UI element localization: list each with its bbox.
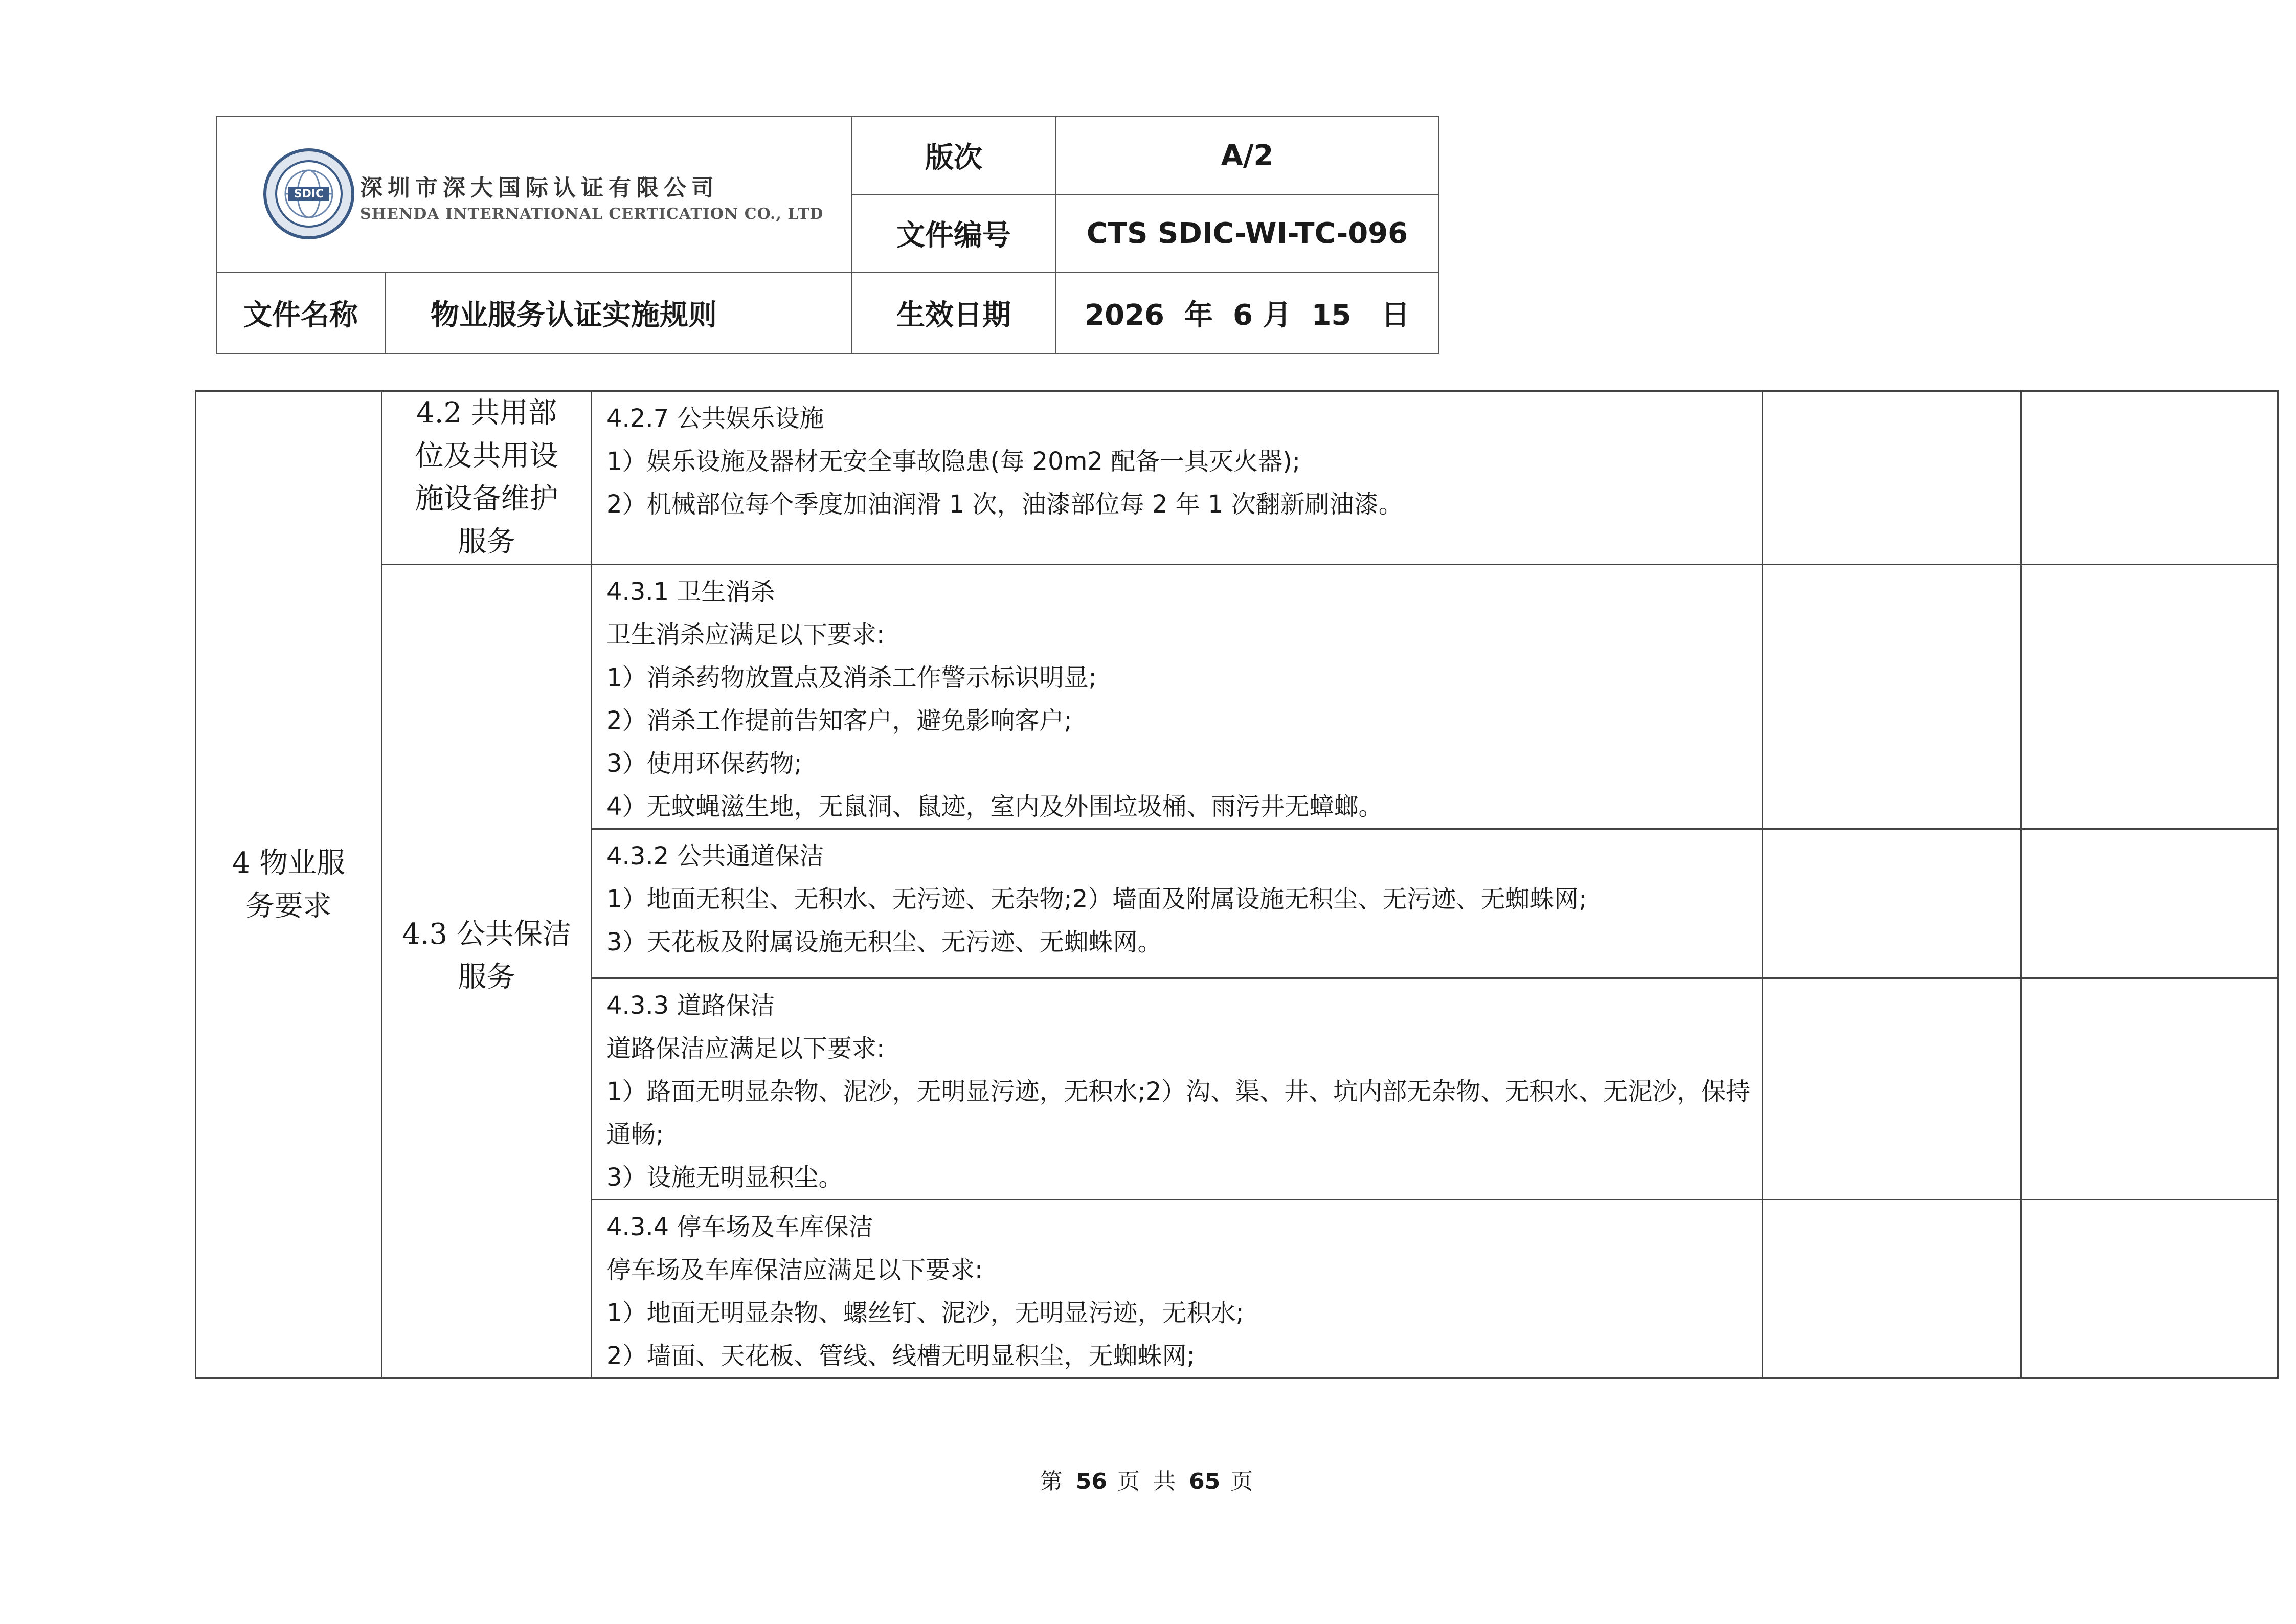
blank-cell	[1763, 978, 2021, 1200]
requirement-line: 2）墙面、天花板、管线、线槽无明显积尘，无蜘蛛网;	[606, 1342, 1195, 1370]
blank-cell	[2021, 1200, 2278, 1378]
subsection-cell	[382, 391, 592, 565]
version-value: A/2	[1056, 117, 1438, 194]
table-row	[196, 391, 2278, 565]
subsection-title: 4.3 公共保洁服务	[402, 918, 571, 994]
requirement-text-cell	[592, 565, 1763, 829]
requirement-line: 1）娱乐设施及器材无安全事故隐患(每 20m2 配备一具灭火器);	[606, 447, 1301, 476]
blank-cell	[1763, 829, 2021, 978]
requirement-line: 2）机械部位每个季度加油润滑 1 次，油漆部位每 2 年 1 次翻新刷油漆。	[606, 490, 1403, 519]
company-logo	[263, 148, 825, 240]
requirement-line: 道路保洁应满足以下要求:	[606, 1034, 885, 1063]
requirement-line: 3）天花板及附属设施无积尘、无污迹、无蜘蛛网。	[606, 928, 1162, 956]
requirement-line: 1）地面无明显杂物、螺丝钉、泥沙，无明显污迹，无积水;	[606, 1299, 1244, 1327]
requirement-line: 3）设施无明显积尘。	[606, 1163, 843, 1192]
requirement-line: 4.3.1 卫生消杀	[606, 577, 775, 606]
blank-cell	[1763, 391, 2021, 565]
company-logo-cell	[216, 117, 851, 272]
doc-number-value: CTS SDIC-WI-TC-096	[1056, 194, 1438, 272]
subsection-cell	[382, 565, 592, 1378]
footer-suffix: 页	[1230, 1469, 1256, 1495]
table-row	[196, 565, 2278, 829]
blank-cell	[2021, 829, 2278, 978]
blank-cell	[1763, 1200, 2021, 1378]
requirements-table	[195, 390, 2279, 1379]
requirement-text-cell	[592, 829, 1763, 978]
requirement-line: 4.2.7 公共娱乐设施	[606, 404, 824, 433]
requirement-text-cell	[592, 1200, 1763, 1378]
doc-number-label: 文件编号	[851, 194, 1056, 272]
effective-date-value: 2026 年 6 月 15 日	[1056, 272, 1438, 354]
section-title: 4 物业服务要求	[232, 846, 346, 923]
requirement-text-cell	[592, 391, 1763, 565]
doc-name-value: 物业服务认证实施规则	[385, 272, 851, 354]
footer-prefix: 第	[1040, 1469, 1066, 1495]
company-seal-icon	[263, 148, 355, 240]
section-cell	[196, 391, 382, 1378]
requirement-line: 停车场及车库保洁应满足以下要求:	[606, 1256, 983, 1284]
effective-date-label: 生效日期	[851, 272, 1056, 354]
requirement-text-cell	[592, 978, 1763, 1200]
requirement-line: 3）使用环保药物;	[606, 749, 802, 778]
requirement-line: 1）路面无明显杂物、泥沙，无明显污迹，无积水;2）沟、渠、井、坑内部无杂物、无积水、无泥沙，保持通畅;	[606, 1077, 1751, 1149]
requirement-line: 4.3.3 道路保洁	[606, 991, 775, 1020]
requirement-line: 4.3.2 公共通道保洁	[606, 842, 824, 871]
requirement-line: 1）消杀药物放置点及消杀工作警示标识明显;	[606, 663, 1097, 692]
requirement-line: 2）消杀工作提前告知客户，避免影响客户;	[606, 706, 1072, 735]
version-label: 版次	[851, 117, 1056, 194]
subsection-title: 4.2 共用部位及共用设施设备维护服务	[415, 396, 558, 559]
company-name-cn: 深圳市深大国际认证有限公司	[360, 175, 719, 201]
footer-mid: 页 共	[1117, 1469, 1179, 1495]
blank-cell	[2021, 978, 2278, 1200]
svg-text:SDIC: SDIC	[294, 188, 324, 201]
requirement-line: 1）地面无积尘、无积水、无污迹、无杂物;2）墙面及附属设施无积尘、无污迹、无蜘蛛网;	[606, 885, 1587, 914]
blank-cell	[1763, 565, 2021, 829]
company-name-en: SHENDA INTERNATIONAL CERTICATION CO., LTD	[360, 205, 824, 223]
requirement-line: 4.3.4 停车场及车库保洁	[606, 1213, 873, 1241]
requirement-line: 4）无蚊蝇滋生地，无鼠洞、鼠迹，室内及外围垃圾桶、雨污井无蟑螂。	[606, 792, 1383, 821]
blank-cell	[2021, 391, 2278, 565]
doc-name-label: 文件名称	[216, 272, 385, 354]
blank-cell	[2021, 565, 2278, 829]
total-page-number: 65	[1189, 1469, 1221, 1495]
current-page-number: 56	[1075, 1469, 1107, 1495]
document-header	[216, 116, 1439, 354]
requirement-line: 卫生消杀应满足以下要求:	[606, 620, 885, 649]
page-footer	[0, 1463, 2296, 1496]
